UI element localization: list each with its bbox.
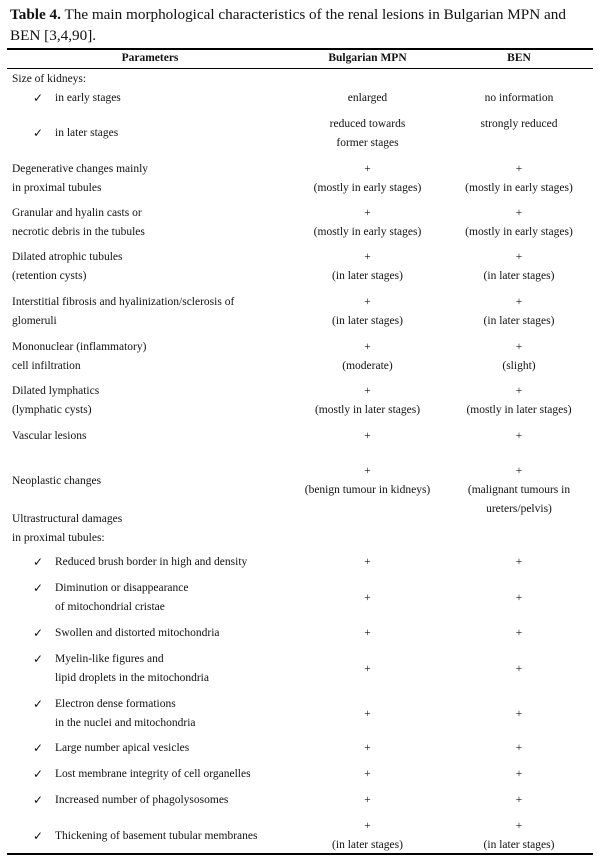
ben-cell-line: + <box>515 768 523 780</box>
mpn-cell-line: (moderate) <box>342 360 393 372</box>
ben-cell-line: strongly reduced <box>480 118 558 130</box>
ben-cell-line: (in later stages) <box>483 839 555 851</box>
checkmark-icon: ✓ <box>33 793 44 807</box>
top-rule <box>7 48 593 50</box>
mpn-cell-line: + <box>364 627 371 639</box>
checkmark-icon: ✓ <box>33 652 44 666</box>
mpn-cell-line: + <box>364 820 371 832</box>
ben-cell-line: + <box>515 251 523 263</box>
ben-cell <box>449 248 589 286</box>
parameter-cell <box>12 70 292 89</box>
mpn-cell-line: + <box>364 296 371 308</box>
parameter-cell <box>55 650 295 688</box>
mpn-cell <box>290 248 445 286</box>
parameter-cell <box>55 553 295 572</box>
parameter-cell-line: Lost membrane integrity of cell organelles <box>55 768 251 780</box>
parameter-cell-line: Dilated lymphatics <box>12 385 100 397</box>
parameter-cell-line: Thickening of basement tubular membranes <box>55 830 258 842</box>
parameter-cell <box>55 89 295 108</box>
mpn-cell-line: (mostly in early stages) <box>313 182 422 194</box>
ben-cell-line: + <box>515 794 523 806</box>
ben-cell <box>449 739 589 758</box>
mpn-cell-line: + <box>364 430 371 442</box>
mpn-cell-line: + <box>364 385 371 397</box>
table-label: Table 4. <box>10 6 61 23</box>
mpn-cell <box>290 705 445 724</box>
parameter-cell-line: in proximal tubules: <box>12 532 105 544</box>
ben-cell <box>449 817 589 855</box>
ben-cell <box>449 705 589 724</box>
ben-cell <box>449 660 589 679</box>
checkmark-icon: ✓ <box>33 91 44 105</box>
parameter-cell-line: Myelin-like figures and <box>55 653 164 665</box>
ben-cell <box>449 338 589 376</box>
parameter-cell <box>55 827 295 846</box>
parameter-cell-line: Neoplastic changes <box>12 475 102 487</box>
parameter-cell-line: Reduced brush border in high and density <box>55 556 248 568</box>
parameter-cell-line: cell infiltration <box>12 360 81 372</box>
parameter-cell-line: Vascular lesions <box>12 430 87 442</box>
ben-cell <box>449 589 589 608</box>
ben-cell-line: (mostly in early stages) <box>465 226 573 238</box>
ben-cell <box>449 89 589 108</box>
table-title: The main morphological characteristics of the renal lesions in Bulgarian MPN and BEN [3,4,90]. <box>10 6 566 44</box>
mpn-cell-line: + <box>364 465 371 477</box>
parameter-cell-line: Size of kidneys: <box>12 73 87 85</box>
parameter-cell-line: in later stages <box>55 127 119 139</box>
mpn-cell <box>290 817 445 855</box>
ben-cell <box>449 765 589 784</box>
parameter-cell <box>12 248 292 286</box>
header-bulgarian-mpn: Bulgarian MPN <box>328 52 407 64</box>
parameter-cell-line: Mononuclear (inflammatory) <box>12 341 147 353</box>
parameter-cell-line: (lymphatic cysts) <box>12 404 92 416</box>
mpn-cell <box>290 89 445 108</box>
parameter-cell <box>12 160 292 198</box>
mpn-cell <box>290 204 445 242</box>
parameter-cell <box>12 510 292 548</box>
ben-cell <box>449 624 589 643</box>
ben-cell <box>449 160 589 198</box>
checkmark-icon: ✓ <box>33 126 44 140</box>
mpn-cell-line: + <box>364 556 371 568</box>
ben-cell-line: (slight) <box>502 360 536 372</box>
ben-cell <box>449 382 589 420</box>
mpn-cell-line: + <box>364 742 371 754</box>
ben-cell-line: + <box>515 627 523 639</box>
ben-cell-line: + <box>515 341 523 353</box>
header-ben: BEN <box>507 52 531 64</box>
ben-cell-line: + <box>515 465 523 477</box>
checkmark-icon: ✓ <box>33 555 44 569</box>
parameter-cell-line: of mitochondrial cristae <box>55 601 165 613</box>
mpn-cell <box>290 382 445 420</box>
parameter-cell <box>55 579 295 617</box>
checkmark-icon: ✓ <box>33 741 44 755</box>
parameter-cell <box>12 472 292 491</box>
ben-cell-line: (mostly in early stages) <box>465 182 573 194</box>
ben-cell-line: (mostly in later stages) <box>466 404 572 416</box>
parameter-cell-line: in proximal tubules <box>12 182 102 194</box>
ben-cell <box>449 553 589 572</box>
checkmark-icon: ✓ <box>33 829 44 843</box>
mpn-cell <box>290 765 445 784</box>
mpn-cell <box>290 427 445 446</box>
parameter-cell-line: Increased number of phagolysosomes <box>55 794 229 806</box>
mpn-cell <box>290 553 445 572</box>
mpn-cell-line: (in later stages) <box>332 270 403 282</box>
parameter-cell <box>55 695 295 733</box>
mpn-cell <box>290 624 445 643</box>
parameter-cell-line: Large number apical vesicles <box>55 742 190 754</box>
checkmark-icon: ✓ <box>33 767 44 781</box>
ben-cell-line: (in later stages) <box>483 270 555 282</box>
ben-cell <box>449 293 589 331</box>
parameter-cell <box>12 427 292 446</box>
parameter-cell-line: Ultrastructural damages <box>12 513 123 525</box>
mpn-cell-line: + <box>364 663 371 675</box>
parameter-cell-line: necrotic debris in the tubules <box>12 226 145 238</box>
mpn-cell <box>290 462 445 500</box>
mpn-cell-line: + <box>364 251 371 263</box>
ben-cell <box>449 462 589 519</box>
mpn-cell-line: (benign tumour in kidneys) <box>304 484 431 496</box>
parameter-cell-line: lipid droplets in the mitochondria <box>55 672 209 684</box>
parameter-cell <box>55 791 295 810</box>
ben-cell-line: + <box>515 556 523 568</box>
ben-cell <box>449 791 589 810</box>
parameter-cell-line: Swollen and distorted mitochondria <box>55 627 220 639</box>
ben-cell-line: + <box>515 207 523 219</box>
parameter-cell <box>12 382 292 420</box>
mpn-cell-line: + <box>364 163 371 175</box>
ben-cell-line: + <box>515 385 523 397</box>
ben-cell-line: ureters/pelvis) <box>486 503 552 515</box>
ben-cell-line: (malignant tumours in <box>467 484 571 496</box>
mpn-cell <box>290 589 445 608</box>
parameter-cell <box>55 765 295 784</box>
mpn-cell-line: + <box>364 341 371 353</box>
mpn-cell <box>290 739 445 758</box>
parameter-cell-line: Electron dense formations <box>55 698 176 710</box>
ben-cell-line: + <box>515 742 523 754</box>
table-caption <box>10 4 588 46</box>
parameter-cell-line: Dilated atrophic tubules <box>12 251 123 263</box>
parameter-cell-line: Diminution or disappearance <box>55 582 189 594</box>
ben-cell-line: + <box>515 708 523 720</box>
mpn-cell <box>290 338 445 376</box>
ben-cell-line: + <box>515 430 523 442</box>
mpn-cell <box>290 791 445 810</box>
mpn-cell <box>290 293 445 331</box>
mpn-cell-line: former stages <box>336 137 399 149</box>
parameter-cell-line: Degenerative changes mainly <box>12 163 149 175</box>
mpn-cell-line: reduced towards <box>329 118 406 130</box>
parameter-cell <box>12 204 292 242</box>
mpn-cell-line: + <box>364 768 371 780</box>
ben-cell-line: + <box>515 296 523 308</box>
header-parameters: Parameters <box>121 52 179 64</box>
parameter-cell-line: Granular and hyalin casts or <box>12 207 142 219</box>
mpn-cell-line: (in later stages) <box>332 315 403 327</box>
mpn-cell-line: + <box>364 708 371 720</box>
ben-cell <box>449 204 589 242</box>
parameter-cell <box>12 293 292 331</box>
bottom-rule <box>7 853 593 855</box>
checkmark-icon: ✓ <box>33 626 44 640</box>
ben-cell-line: + <box>515 592 523 604</box>
parameter-cell-line: glomeruli <box>12 315 57 327</box>
ben-cell <box>449 427 589 446</box>
ben-cell-line: (in later stages) <box>483 315 555 327</box>
mpn-cell-line: + <box>364 207 371 219</box>
mpn-cell <box>290 115 445 153</box>
parameter-cell <box>55 739 295 758</box>
ben-cell-line: + <box>515 163 523 175</box>
mpn-cell-line: (in later stages) <box>332 839 403 851</box>
checkmark-icon: ✓ <box>33 581 44 595</box>
ben-cell <box>449 115 589 134</box>
mpn-cell <box>290 160 445 198</box>
mpn-cell-line: (mostly in early stages) <box>313 226 422 238</box>
parameter-cell <box>12 338 292 376</box>
checkmark-icon: ✓ <box>33 697 44 711</box>
parameter-cell <box>55 624 295 643</box>
parameter-cell-line: (retention cysts) <box>12 270 87 282</box>
mpn-cell-line: (mostly in later stages) <box>314 404 421 416</box>
parameter-cell-line: Interstitial fibrosis and hyalinization/sclerosis of <box>12 296 235 308</box>
mpn-cell-line: + <box>364 592 371 604</box>
mpn-cell <box>290 660 445 679</box>
mpn-cell-line: + <box>364 794 371 806</box>
parameter-cell-line: in the nuclei and mitochondria <box>55 717 196 729</box>
parameter-cell-line: in early stages <box>55 92 121 104</box>
ben-cell-line: + <box>515 820 523 832</box>
parameter-cell <box>55 124 295 143</box>
ben-cell-line: no information <box>484 92 554 104</box>
mpn-cell-line: enlarged <box>347 92 388 104</box>
ben-cell-line: + <box>515 663 523 675</box>
header-rule <box>7 68 593 69</box>
